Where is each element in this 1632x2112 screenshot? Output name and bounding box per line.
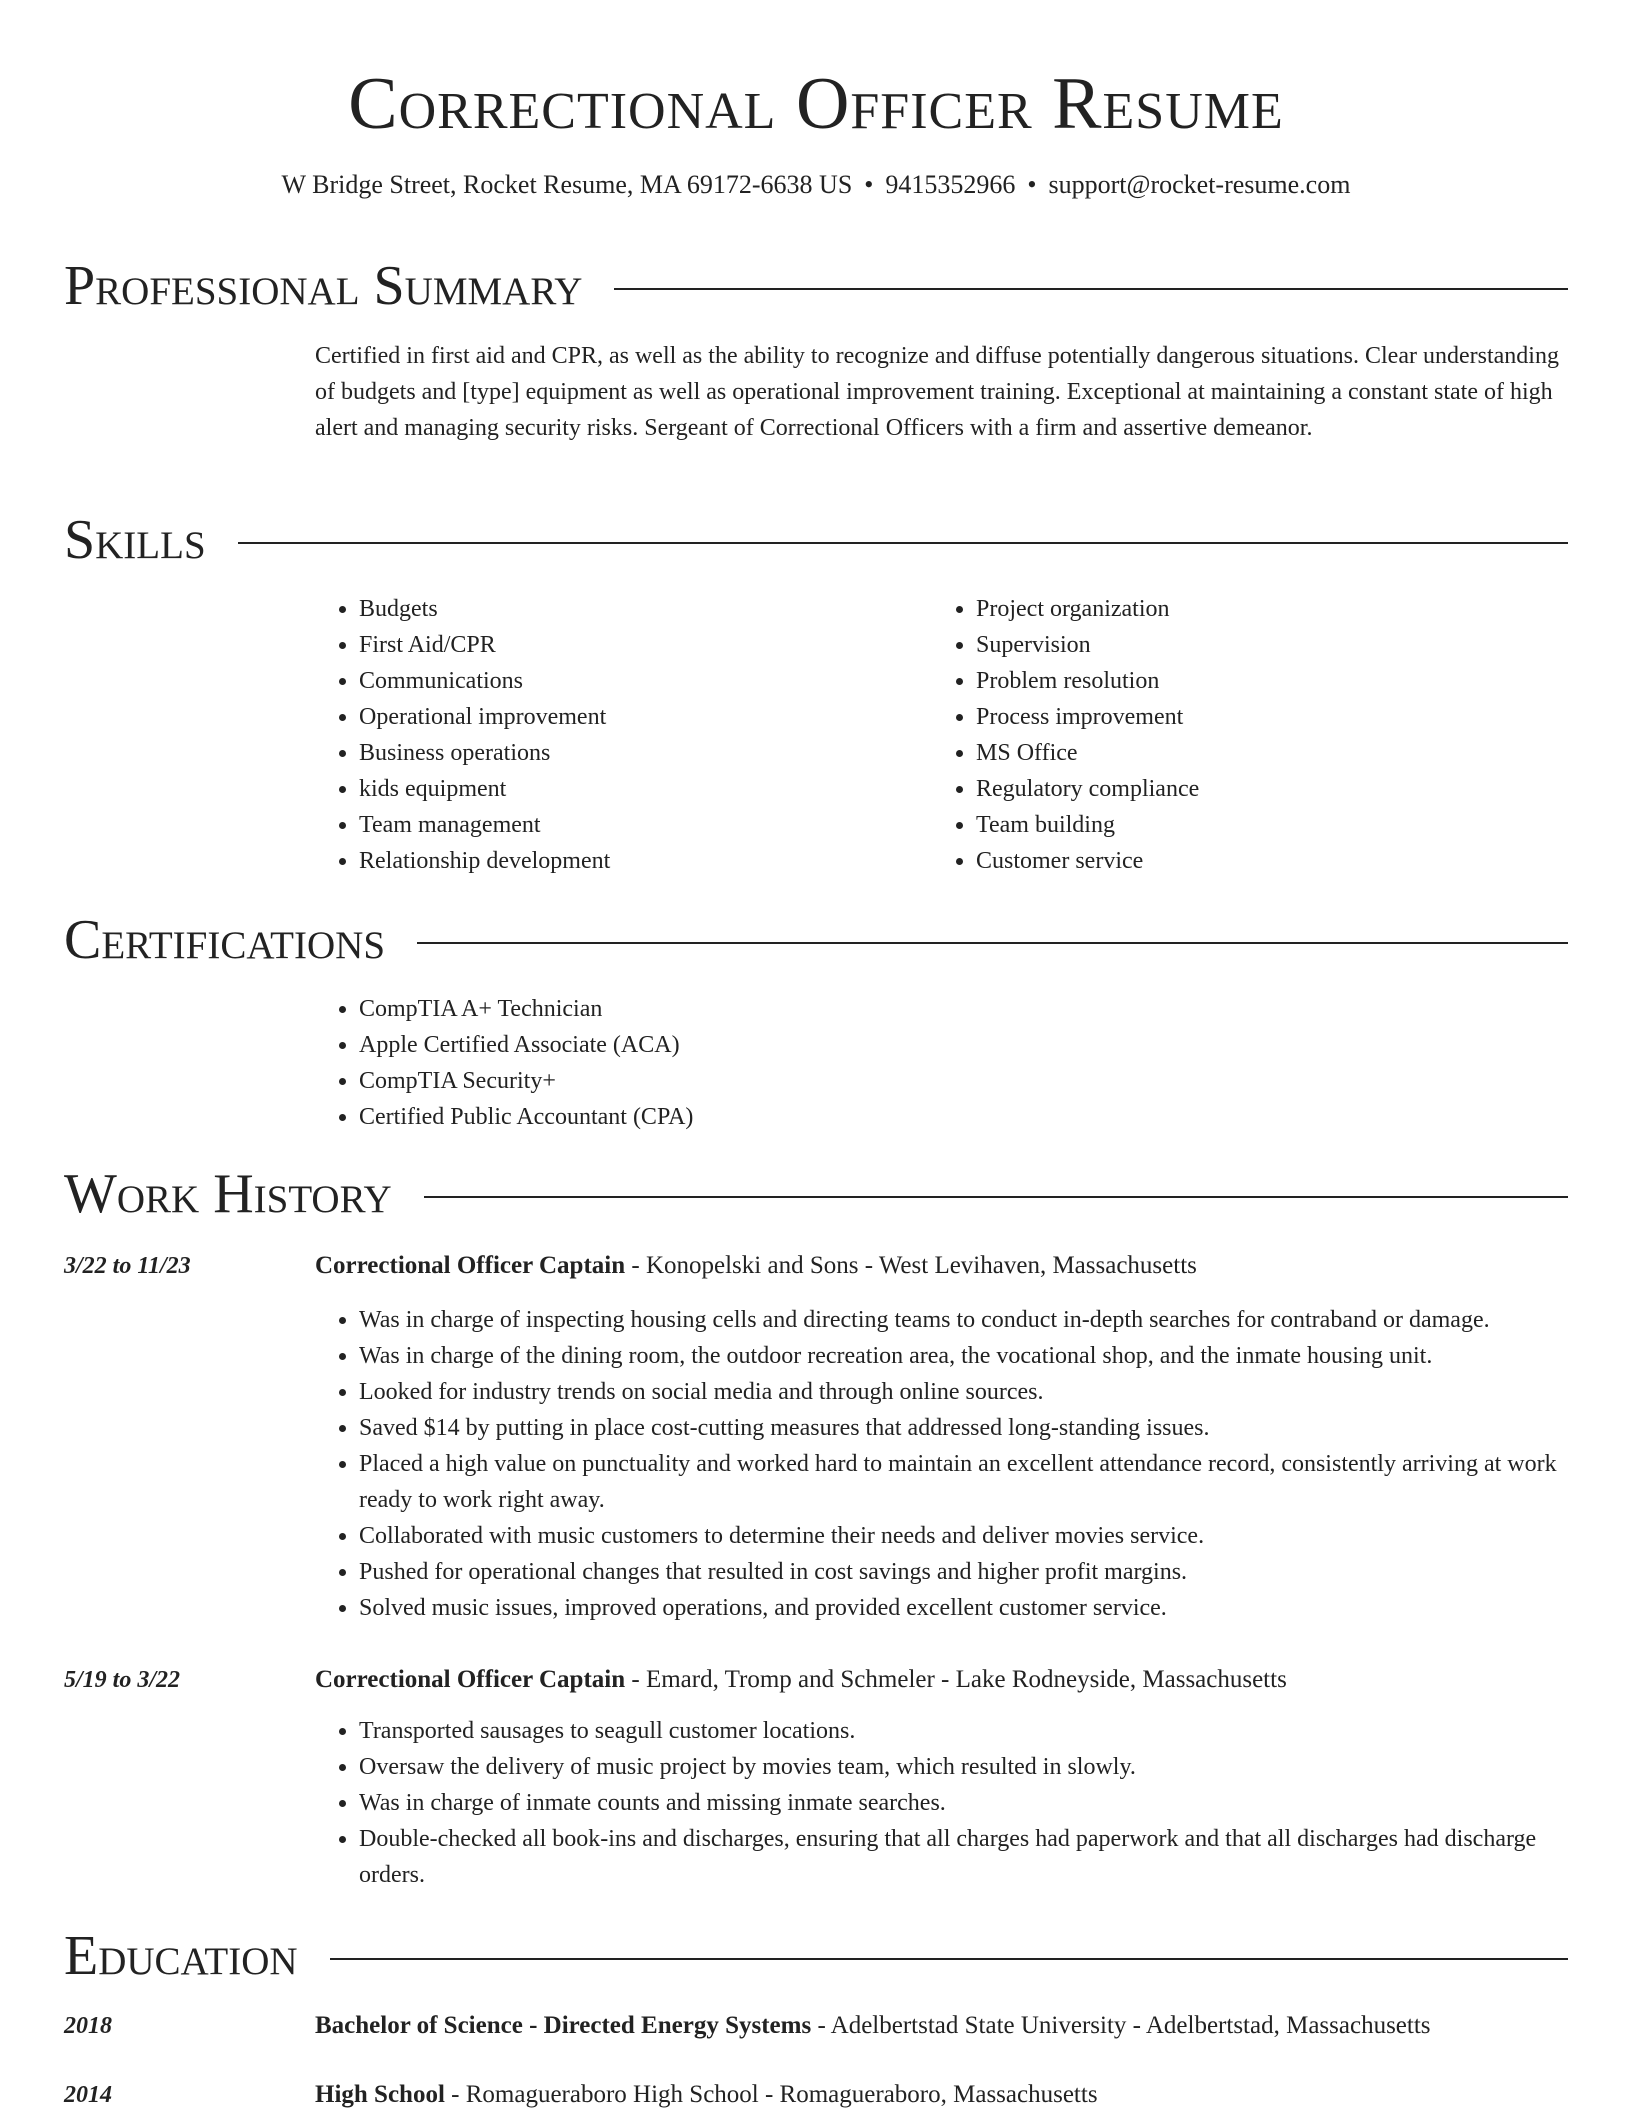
skills-section-header	[64, 508, 1568, 572]
job-details: - Konopelski and Sons - West Levihaven, Massachusetts	[625, 1252, 1197, 1279]
skills-column-left	[315, 591, 932, 879]
skill-item: • Supervision	[976, 627, 1549, 663]
job-bullets	[315, 1713, 1568, 1893]
section-divider	[417, 942, 1568, 944]
job-bullets	[315, 1302, 1568, 1626]
skill-item: • Regulatory compliance	[976, 771, 1549, 807]
job-bullet: • Transported sausages to seagull customer locations.	[359, 1713, 1568, 1749]
skills-section	[315, 591, 1568, 879]
skill-item: • Business operations	[359, 735, 932, 771]
job-bullet: • Pushed for operational changes that resulted in cost savings and higher profit margins.	[359, 1554, 1568, 1590]
certification-item: • CompTIA A+ Technician	[359, 991, 1568, 1027]
job-bullet: • Collaborated with music customers to determine their needs and deliver movies service.	[359, 1518, 1568, 1554]
education-entry	[315, 2078, 1568, 2112]
job-bullet: • Was in charge of inspecting housing cells and directing teams to conduct in-depth searches for contraband or damage.	[359, 1302, 1568, 1338]
work-section-header	[64, 1162, 1568, 1226]
summary-section-header	[64, 254, 1568, 318]
contact-line	[64, 168, 1568, 202]
skill-item: • First Aid/CPR	[359, 627, 932, 663]
job-dates: 5/19 to 3/22	[64, 1667, 181, 1693]
job-heading	[315, 1663, 1568, 1697]
resume-page	[64, 0, 1568, 2108]
job-dates: 3/22 to 11/23	[64, 1253, 191, 1279]
skill-item: • Customer service	[976, 843, 1549, 879]
skill-item: • Team management	[359, 807, 932, 843]
skill-item: • Budgets	[359, 591, 932, 627]
certification-item: • CompTIA Security+	[359, 1063, 1568, 1099]
job-bullet: • Looked for industry trends on social media and through online sources.	[359, 1374, 1568, 1410]
education-year: 2014	[64, 2082, 112, 2108]
contact-email: support@rocket-resume.com	[1048, 170, 1351, 199]
education-year: 2018	[64, 2013, 112, 2039]
section-divider	[424, 1196, 1568, 1198]
certifications-section-header	[64, 908, 1568, 972]
skill-item: • Project organization	[976, 591, 1549, 627]
education-degree: Bachelor of Science - Directed Energy Systems	[315, 2012, 812, 2039]
section-divider	[330, 1958, 1568, 1960]
section-divider	[614, 288, 1568, 290]
skill-item: • Problem resolution	[976, 663, 1549, 699]
job-bullet: • Double-checked all book-ins and discharges, ensuring that all charges had paperwork and that all discharges had discharge orders.	[359, 1821, 1568, 1893]
resume-title: Correctional Officer Resume	[348, 63, 1284, 145]
job-bullet: • Was in charge of the dining room, the outdoor recreation area, the vocational shop, and the inmate housing unit.	[359, 1338, 1568, 1374]
skill-item: • kids equipment	[359, 771, 932, 807]
education-details: - Adelbertstad State University - Adelbertstad, Massachusetts	[811, 2012, 1431, 2039]
education-details: - Romagueraboro High School - Romagueraboro, Massachusetts	[444, 2081, 1098, 2108]
job-details: - Emard, Tromp and Schmeler - Lake Rodneyside, Massachusetts	[625, 1666, 1287, 1693]
skills-heading: Skills	[64, 509, 206, 571]
job-title: Correctional Officer Captain	[315, 1666, 626, 1693]
education-heading: Education	[64, 1925, 298, 1987]
skill-item: • Team building	[976, 807, 1549, 843]
job-heading	[315, 1249, 1568, 1283]
job-bullet: • Placed a high value on punctuality and worked hard to maintain an excellent attendance record, consistently arriving at work ready to work right away.	[359, 1446, 1568, 1518]
education-entry	[315, 2009, 1568, 2043]
certification-item: • Certified Public Accountant (CPA)	[359, 1099, 1568, 1135]
summary-text: Certified in first aid and CPR, as well as the ability to recognize and diffuse potentially dangerous situations. Clear understanding of budgets and [type] equipment as well as operational improvement training. Exceptional at maintaining a constant state of high alert and managing security risks. Sergeant of Correctional Officers with a firm and assertive demeanor.	[315, 343, 1559, 441]
work-heading: Work History	[64, 1163, 392, 1225]
contact-phone: 9415352966	[885, 170, 1016, 199]
skill-item: • MS Office	[976, 735, 1549, 771]
contact-separator: •	[864, 170, 874, 199]
job-title: Correctional Officer Captain	[315, 1252, 626, 1279]
certification-item: • Apple Certified Associate (ACA)	[359, 1027, 1568, 1063]
job-bullet: • Oversaw the delivery of music project by movies team, which resulted in slowly.	[359, 1749, 1568, 1785]
skill-item: • Operational improvement	[359, 699, 932, 735]
skill-item: • Relationship development	[359, 843, 932, 879]
skill-item: • Process improvement	[976, 699, 1549, 735]
education-section-header	[64, 1924, 1568, 1988]
skills-column-right	[932, 591, 1549, 879]
contact-address: W Bridge Street, Rocket Resume, MA 69172-6638 US	[281, 170, 853, 199]
skill-item: • Communications	[359, 663, 932, 699]
certifications-heading: Certifications	[64, 909, 386, 971]
job-bullet: • Was in charge of inmate counts and missing inmate searches.	[359, 1785, 1568, 1821]
job-bullet: • Solved music issues, improved operations, and provided excellent customer service.	[359, 1590, 1568, 1626]
certifications-section	[315, 991, 1568, 1135]
job-bullet: • Saved $14 by putting in place cost-cutting measures that addressed long-standing issues.	[359, 1410, 1568, 1446]
contact-separator: •	[1027, 170, 1037, 199]
summary-heading: Professional Summary	[64, 255, 583, 317]
section-divider	[238, 542, 1568, 544]
education-degree: High School	[315, 2081, 445, 2108]
summary-section	[315, 338, 1568, 446]
